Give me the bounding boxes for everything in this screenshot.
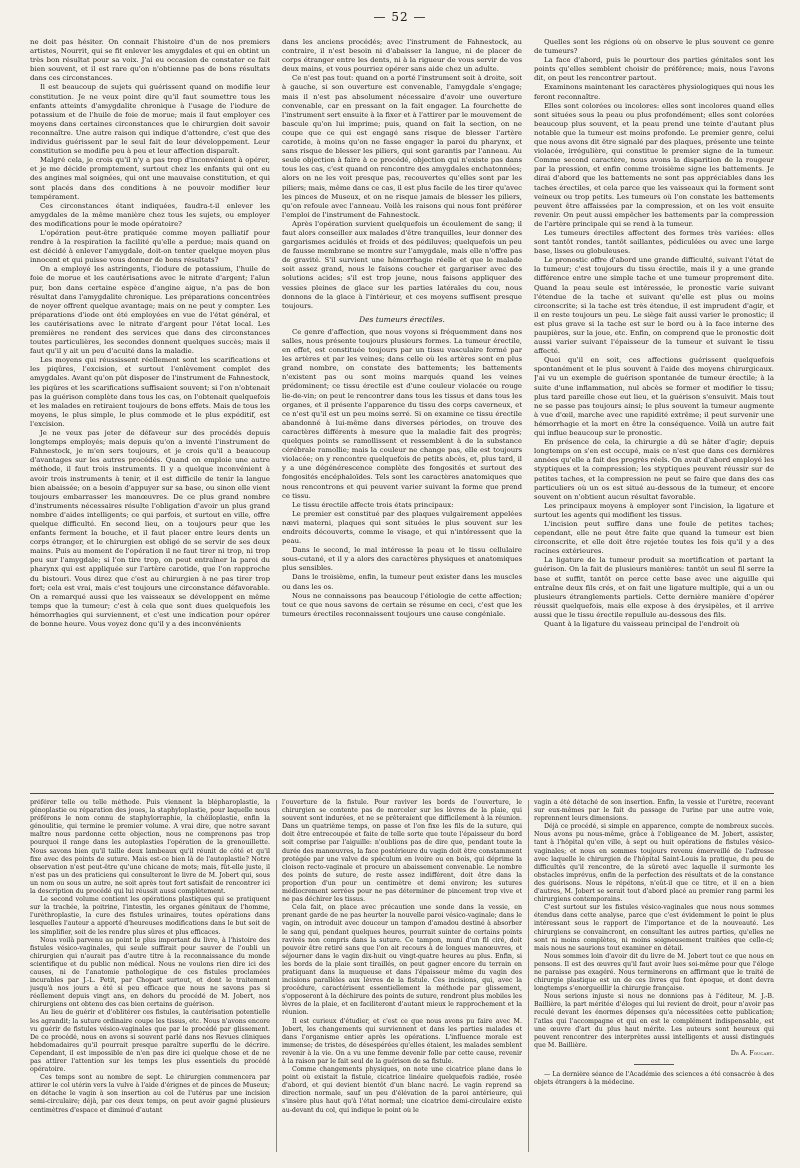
feuilleton-column-3	[534, 799, 774, 1157]
paragraph: Quoi qu'il en soit, ces affections guérissent quelquefois spontanément et le plus souvent à l'aide des moyens chirurgicaux. J'ai vu un exemple de guérison spontanée de tumeur érectile; à la suite d'une inflammation, nul abcès se former et modifier le tissu; plus tard pareille chose eut lieu, et la guérison s'ensuivit. Mais tout ne se passe pas toujours ainsi; le plus souvent la tumeur augmente à vue d'œil, marche avec une rapidité extrême; il peut survenir une hémorrhagie et la mort en être la conséquence. Voilà un autre fait qui influe beaucoup sur le pronostic.	[534, 356, 774, 438]
paragraph: ne doit pas hésiter. On connait l'histoire d'un de nos premiers artistes, Nourrit, qui se fit enlever les amygdales et qui en obtint un très bon résultat pour sa voix. J'ai eu occasion de constater ce fait bien souvent, et il est rare qu'on n'obtienne pas de bons résultats dans ces circonstances.	[30, 38, 270, 83]
paragraph: Il est curieux d'étudier, et c'est ce que nous avons pu faire avec M. Jobert, les changements qui surviennent et dans les parties malades et dans l'organisme entier après les opérations. L'influence morale est immense; de tristes, de désespérées qu'elles étaient, les malades semblent revenir à la vie. On a vu une femme devenir folle par cette cause, revenir à la raison par le fait seul de la guérison de sa fistule.	[282, 1017, 522, 1065]
paragraph: Nous sommes loin d'avoir dit du livre de M. Jobert tout ce que nous en pensons. Il est des œuvres qu'il faut avoir lues soi-même pour que l'éloge ne paraisse pas exagéré. Nous terminerons en affirmant que le traité de chirurgie plastique est un de ces livres qui font époque, et dont devra longtemps s'enorgueillir la chirurgie française.	[534, 952, 774, 993]
paragraph: Quelles sont les régions où on observe le plus souvent ce genre de tumeurs?	[534, 38, 774, 56]
paragraph: Examinons maintenant les caractères physiologiques qui nous les feront reconnaître.	[534, 83, 774, 101]
column-rule	[528, 800, 529, 1152]
paragraph: Nous serions injuste si nous ne donnions pas à l'éditeur, M. J.-B. Baillière, la part méritée d'éloges qui lui revient de droit, pour n'avoir pas reculé devant les énormes dépenses qu'a nécessitées cette publication; l'atlas qui l'accompagne et qui en est le complément indispensable, est une œuvre d'art du plus haut mérite. Les auteurs sont heureux qui peuvent rencontrer des interprètes aussi intelligents et aussi distingués que M. Baillière.	[534, 993, 774, 1049]
paragraph: Le premier est constitué par des plaques vulgairement appelées nævi materni, plaques qui sont situées le plus souvent sur les endroits découverts, comme le visage, et qui n'intéressent que la peau.	[282, 509, 522, 546]
paragraph: Déjà ce procédé, si simple en apparence, compte de nombreux succès. Nous avons pu nous-même, grâce à l'obligeance de M. Jobert, assister, tant à l'hôpital qu'en ville, à sept ou huit opérations de fistules vésico-vaginales; et nous en sommes toujours revenu émerveillé de l'adresse avec laquelle le chirurgien de l'hôpital Saint-Louis la pratique, du peu de difficultés qu'il rencontre, de la sûreté avec laquelle il surmonte les obstacles imprévus, enfin de la perfection des résultats et de la constance des guérisons. Nous le répétons, n'eût-il que ce titre, et il en a bien d'autres, M. Jobert se serait tout d'abord placé au premier rang parmi les chirurgiens contemporains.	[534, 823, 774, 904]
paragraph: Ce genre d'affection, que nous voyons si fréquemment dans nos salles, nous présente toujours plusieurs formes. La tumeur érectile, en effet, est constituée toujours par un tissu vasculaire formé par les artères et par les veines; dans celle où les artères sont en plus grand nombre, on constate des battements; les battements n'existent pas ou sont moins marqués quand les veines prédominent; ce tissu érectile est d'une couleur violacée ou rouge lie-de-vin; on peut le rencontrer dans tous les tissus et dans tous les organes, et il présente l'apparence du tissu des corps caverneux, et ce n'est qu'il est un peu moins serré. Si on examine ce tissu érectile abandonné à lui-même dans diverses périodes, on trouve des caractères différents à mesure que la maladie fait des progrès; quelques points se ramollissent et ressemblent à de la substance cérébrale ramollie; mais la couleur ne change pas, elle est toujours violacée; on y rencontre quelquefois de petits abcès, et, plus tard, il y a une dégénérescence complète des fongosités et surtout des fongosités encéphaloïdes. Tels sont les caractères anatomiques que nous rencontrons et qui peuvent varier suivant la forme que prend ce tissu.	[282, 327, 522, 500]
paragraph: Cela fait, on place avec précaution une sonde dans la vessie, en prenant garde de ne pas heurter la nouvelle paroi vésico-vaginale; dans le vagin, on introduit avec douceur un tampon d'amadou destiné à absorber le sang qui, pendant quelques heures, pourrait suinter de certains points ravivés non compris dans la suture. Ce tampon, muni d'un fil ciré, doit pouvoir être retiré sans que l'on ait recours à de longues manœuvres, et séjourner dans le vagin dix-huit ou vingt-quatre heures au plus. Enfin, si les bords de la plaie sont tiraillés, on peut gagner encore du terrain en pratiquant dans la muqueuse et dans l'épaisseur même du vagin des incisions parallèles aux lèvres de la fistule. Ces incisions, qui, avec la procédure, caractérisent essentiellement la méthode par glissement, s'opposeront à la déchirure des points de suture, rendront plus mobiles les lèvres de la plaie, et en faciliteront d'autant mieux le rapprochement et la réunion.	[282, 904, 522, 1017]
paragraph: préférer telle ou telle méthode. Puis viennent la blépharoplastie, la génoplastie ou réparation des joues, la staphyloplastie, pour laquelle nous préférons le nom connu de staphylorraphie, la chéiloplastie, enfin la génoulitie, qui termine le premier volume. A vrai dire, que notre savant maître nous pardonne cette objection, nous ne comprenons pas trop pourquoi il range dans les autoplasties l'opération de la grenouillette. Nous savons bien qu'il taille deux lambeaux qu'il réunit de côté et qu'il fixe avec des points de suture. Mais est-ce bien là de l'autoplastie? Notre observation n'est peut-être qu'une chicane de mots; mais, fût-elle juste, il n'est pas un des praticiens qui consulteront le livre de M. Jobert qui, sous un nom ou sous un autre, ne soit après tout fort satisfait de rencontrer ici la description du procédé qui lui réussit aussi complètement.	[30, 799, 270, 896]
divider	[634, 1064, 674, 1065]
paragraph: Elles sont colorées ou incolores: elles sont incolores quand elles sont situées sous la peau ou plus profondément; elles sont colorées beaucoup plus souvent, et la peau prend une teinte d'autant plus notable que la tumeur est moins profonde. Le premier genre, celui que nous avons dit être signalé par des plaques, présente une teinte violacée, irrégulière, qui constitue le premier signe de la tumeur. Comme second caractère, nous avons la disparition de la rougeur par la pression, et enfin comme troisième signe les battements. Je dirai d'abord que les battements ne sont pas appréciables dans les taches érectiles, et cela parce que les vaisseaux qui la forment sont veineux ou trop petits. Les tumeurs où l'on constate les battements peuvent être affaissées par la compression, et on les voit ensuite revenir. On peut aussi empêcher les battements par la compression de l'artère principale qui se rend à la tumeur.	[534, 101, 774, 228]
section-title: Des tumeurs érectiles.	[359, 314, 445, 324]
paragraph: C'est surtout sur les fistules vésico-vaginales que nous nous sommes étendus dans cette analyse, parce que c'est évidemment le point le plus intéressant sous le rapport de l'importance et de la nouveauté. Les chirurgiens se convaincront, en consultant les autres parties, qu'elles ne sont ni moins complètes, ni moins soigneusement traitées que celle-ci; mais nous ne saurions tout examiner en détail.	[534, 904, 774, 952]
paragraph: L'opération peut-être pratiquée comme moyen palliatif pour rendre à la respiration la facilité qu'elle a perdue; mais quand on est décidé à enlever l'amygdale, doit-on tenter quelque moyen plus innocent et qui puisse vous donner de bons résultats?	[30, 228, 270, 265]
paragraph: La ligature de la tumeur produit sa mortification et partant la guérison. On la fait de plusieurs manières: tantôt un seul fil serre la base et suffit, tantôt on perce cette base avec une aiguille qui entraîne deux fils crés, et on fait une ligature multiple, qui a un ou plusieurs étranglements partiels. Cette dernière manière d'opérer réussit quelquefois, mais elle expose à des érysipèles, et il arrive aussi que le tissu érectile repullule au-dessous des fils.	[534, 556, 774, 619]
paragraph: Malgré cela, je crois qu'il n'y a pas trop d'inconvénient à opérer, et je me décide promptement, surtout chez les enfants qui ont eu des angines mal soignées, qui ont une mauvaise constitution, et qui sont placés dans des conditions à ne pouvoir modifier leur tempérament.	[30, 156, 270, 201]
paragraph: Quant à la ligature du vaisseau principal de l'endroit où	[544, 620, 740, 628]
paragraph: Les principaux moyens à employer sont l'incision, la ligature et surtout les agents qui modifient les tissus.	[534, 501, 774, 519]
paragraph: On a employé les astringents, l'iodure de potassium, l'huile de foie de morue et les cautérisations avec le nitrate d'argent; l'alun pur, bon dans certaine espèce d'angine aigue, n'a pas de bon résultat dans l'amygdalite chronique. Les préparations concentrées de noyer offrent quelque avantage; mais on ne peut y compter. Les préparations d'iode ont été employées en vue de l'état général, et les cautérisations avec le nitrate d'argent pour l'état local. Les premières ne rendent des services que dans des circonstances toutes particulières, les secondes donnent quelques succès; mais il faut qu'il y ait un peu d'acuité dans la maladie.	[30, 265, 270, 356]
column-rule	[276, 800, 277, 1152]
paragraph: Les tumeurs érectiles affectent des formes très variées: elles sont tantôt rondes, tantôt saillantes, pédiculées ou avec une large base, lisses ou globuleuses.	[534, 228, 774, 256]
paragraph: Comme changements physiques, on note une cicatrice plane dans le point où existait la fistule, cicatrice linéaire quelquefois radiée, rosée d'abord, et qui devient bientôt d'un blanc nacré. Le vagin reprend sa direction normale, sauf un peu d'élévation de la paroi antérieure, qui s'insère plus haut qu'à l'état normal; une cicatrice demi-circulaire existe au-devant du col, qui indique le point où le	[282, 1066, 522, 1114]
column-2	[282, 38, 522, 790]
paragraph: Le pronostic offre d'abord une grande difficulté, suivant l'état de la tumeur; c'est toujours du tissu érectile, mais il y a une grande différence entre une simple tache et une tumeur proprement dite. Quand la peau seule est intéressée, le pronostic varie suivant l'étendue de la tache et suivant qu'elle est plus ou moins circonscrite; si la tache est très étendue, il est imprudent d'agir, et il en reste toujours un peu. Le siège fait aussi varier le pronostic; il est plus grave si la tache est sur le bord ou à la face interne des paupières, sur la joue, etc. Enfin, on comprend que le pronostic doit aussi varier suivant l'épaisseur de la tumeur et suivant le tissu affecté.	[534, 256, 774, 356]
paragraph: La face d'abord, puis le pourtour des parties génitales sont les points qu'elles semblent choisir de préférence; mais, nous l'avons dit, on peut les rencontrer partout.	[534, 56, 774, 83]
paragraph: Dans le second, le mal intéresse la peau et le tissu cellulaire sous-cutané, et il y a alors des caractères physiques et anatomiques plus sensibles.	[282, 546, 522, 573]
paragraph: l'ouverture de la fistule. Pour raviver les bords de l'ouverture, le chirurgien se contente pas de morceler sur les lèvres de la plaie, qui souvent sont indurées, et ne se prêteraient que difficilement à la réunion. Dans un quatrième temps, on passe et l'on fixe les fils de la suture, qui doit être entrecoupée et faite de telle sorte que toute l'épaisseur du bord soit comprise par l'aiguille: n'oublions pas de dire que, pendant toute la durée des manœuvres, la face postérieure du vagin doit être constamment protégée par une valve de spéculum en ivoire ou en bois, qui déprime la cloison recto-vaginale et procure un abaissement convenable. Le nombre des points de suture, de reste assez indifférent, doit être dans la proportion d'un pour un centimètre et demi environ; les sutures médiocrement serrées pour ne pas déterminer de pincement trop vive et ne pas déchirer les tissus.	[282, 799, 522, 904]
column-3	[534, 38, 774, 790]
feuilleton-column-1	[30, 799, 270, 1157]
paragraph: Ces circonstances étant indiquées, faudra-t-il enlever les amygdales de la même manière chez tous les sujets, ou employer des modifications pour le mode opératoire?	[30, 201, 270, 228]
paragraph: En présence de cela, la chirurgie a dû se hâter d'agir; depuis longtemps on s'en est occupé, mais ce n'est que dans ces dernières années qu'elle a fait des progrès réels. On avait d'abord employé les styptiques et la compression; les styptiques peuvent réussir sur de petites taches, et la compression ne peut se faire que dans des cas particuliers où un os est situé au-dessous de la tumeur, et encore souvent on n'obtient aucun résultat favorable.	[534, 438, 774, 501]
author-signature: Dr A. Foucart.	[730, 1049, 774, 1057]
paragraph: L'incision peut suffire dans une foule de petites taches; cependant, elle ne peut être faite que quand la tumeur est bien circonscrite, et elle doit être rejetée toutes les fois qu'il y a des racines extérieures.	[534, 519, 774, 556]
footnote: — La dernière séance de l'Académie des sciences a été consacrée à des objets étrangers à la médecine.	[534, 1071, 774, 1087]
paragraph: Le tissu érectile affecte trois états principaux:	[292, 500, 454, 509]
paragraph: Au lieu de guérir et d'oblitérer ces fistules, la cautérisation potentielle les agrandit; la suture ordinaire coupe les tissus, etc. Nous n'avons encore vu guérir de fistules vésico-vaginales que par le procédé par glissement. De ce procédé, nous en avons si souvent parlé dans nos Revues cliniques hebdomadaires qu'il pourrait presque paraître superflu de le décrire. Cependant, il est impossible de n'en pas dire ici quelque chose et de ne pas attirer l'attention sur les temps les plus essentiels du procédé opératoire.	[30, 1009, 270, 1074]
paragraph: Le second volume contient les opérations plastiques qui se pratiquent sur la trachée, la poitrine, l'intestin, les organes génitaux de l'homme, l'urèthroplastie, la cure des fistules urinaires, toutes opérations dans lesquelles l'auteur a apporté d'heureuses modifications dans le but soit de les simplifier, soit de les rendre plus sûres et plus efficaces.	[30, 896, 270, 936]
paragraph: Je ne veux pas jeter de défaveur sur des procédés depuis longtemps employés; mais depuis qu'on a inventé l'instrument de Fahnestock, je m'en sers toujours, et je crois qu'il a beaucoup d'avantages sur les autres procédés. Quand on emploie une autre méthode, il faut trois instruments. Il y a quelque inconvénient à avoir trois instruments à tenir, et il est difficile de tenir la langue bien abaissée; on a besoin d'appuyer sur sa base, ou sinon elle vient toujours embarrasser les manœuvres. De ce plus grand nombre d'instruments nécessaires résulte l'obligation d'avoir un plus grand nombre d'aides intelligents; ce qui parfois, et surtout en ville, offre quelque difficulté. En second lieu, on a toujours peur que les enfants ferment la bouche, et il faut placer entre leurs dents un corps étranger, et le chirurgien est obligé de se servir de ses deux mains. Puis au moment de l'opération il ne faut tirer ni trop, ni trop peu sur l'amygdale; si l'on tire trop, on peut entraîner la paroi du pharynx qui est appliquée sur l'artère carotide, que l'on rapproche du bistouri. Vous direz que c'est au chirurgien à ne pas tirer trop fort; cela est vrai, mais c'est toujours une circonstance défavorable. On a remarqué aussi que les vaisseaux se développent en même temps que la tumeur; c'est à cela que sont dues quelquefois les hémorrhagies qui surviennent, et c'est une indication pour opérer de bonne heure. Vous voyez donc qu'il y a des inconvénients	[30, 429, 270, 628]
paragraph: Ce n'est pas tout: quand on a porté l'instrument soit à droite, soit à gauche, si son ouverture est convenable, l'amygdale s'engage; mais il n'est pas absolument nécessaire d'avoir une ouverture convenable, car en pressant on la fait engager. La fourchette de l'instrument sert ensuite à la fixer et à l'attirer par le mouvement de bascule qu'on lui imprime; puis, quand on fait la section, on ne coupe que ce qui est engagé sans risque de blesser l'artère carotide, à moins qu'on ne fasse engager la paroi du pharynx, et sans risque de blesser les piliers, qui sont garantis par l'anneau. Au seule objection à faire à ce procédé, objection qui n'existe pas dans tous les cas, c'est quand on rencontre des amygdales enchatonnées; alors on ne les voit presque pas, recouvertes qu'elles sont par les piliers; mais, même dans ce cas, il est plus facile de les tirer qu'avec les pinces de Museux, et on ne risque jamais de blesser les piliers, qu'on refoule avec l'anneau. Voilà les raisons qui nous font préférer l'emploi de l'instrument de Fahnestock.	[282, 74, 522, 219]
page-number: — 52 —	[373, 10, 427, 24]
paragraph: Nous ne connaissons pas beaucoup l'étiologie de cette affection; tout ce que nous savons de certain se résume en ceci, c'est que les tumeurs érectiles reconnaissent toujours une cause congéniale.	[282, 591, 522, 618]
paragraph: Nous voilà parvenu au point le plus important du livre, à l'histoire des fistules vésico-vaginales, qui seule suffirait pour sauver de l'oubli un chirurgien qui n'aurait pas d'autre titre à la reconnaissance du monde scientifique et du public non médical. Nous ne voulons rien dire ici des causes, ni de l'anatomie pathologique de ces fistules proclamées incurables par J.-L. Petit, par Chopart surtout, et dont le traitement jusqu'à nos jours a été si peu efficace que nous ne savons pas si réellement depuis vingt ans, en dehors du procédé de M. Jobert, nos chirurgiens ont obtenu des cas bien certains de guérison.	[30, 936, 270, 1009]
section-divider	[30, 793, 774, 794]
paragraph: Les moyens qui réussissent réellement sont les scarifications et les piqûres, l'excision, et surtout l'enlèvement complet des amygdales. Avant qu'on pût disposer de l'instrument de Fahnestock, les piqûres et les scarifications suffisaient souvent; si l'on n'obtenait pas la guérison complète dans tous les cas, on l'obtenait quelquefois et les malades en retiraient toujours de bons effets. Mais de tous les moyens, le plus simple, le plus commode et le plus expéditif, est l'excision.	[30, 356, 270, 428]
paragraph: Dans le troisième, enfin, la tumeur peut exister dans les muscles ou dans les os.	[282, 573, 522, 591]
paragraph: Ces temps sont au nombre de sept. Le chirurgien commencera par attirer le col utérin vers la vulve à l'aide d'érignes et de pinces de Museux; en détache le vagin à son insertion au col de l'utérus par une incision semi-circulaire; déjà, par ces deux temps, on peut avoir gagné plusieurs centimètres d'espace et diminué d'autant	[30, 1074, 270, 1114]
paragraph: vagin a été détaché de son insertion. Enfin, la vessie et l'urètre, recevant sur eux-mêmes par le fait du passage de l'urine par une autre voie, reprennent leurs dimensions.	[534, 799, 774, 823]
paragraph: Il est beaucoup de sujets qui guérissent quand on modifie leur constitution. Je ne veux point dire qu'il faut soumettre tous les enfants atteints d'amygdalite chronique à l'usage de l'iodure de potassium et de l'huile de foie de morue; mais il faut employer ces moyens dans certaines circonstances que le chirurgien doit savoir reconnaître. Une autre raison qui indique d'attendre, c'est que des individus guérissent par le seul fait de leur développement. Leur constitution se modifie peu à peu et leur affection disparaît.	[30, 83, 270, 156]
paragraph: Après l'opération survient quelquefois un écoulement de sang; il faut alors conseiller aux malades d'être tranquilles, leur donner des gargarismes acidulés et froids et des pédiluves; quelquefois un peu de fausse membrane se montre sur l'amygdale, mais elle n'offre pas de gravité. S'il survient une hémorrhagie réelle et que le malade soit assez grand, nous le faisons coucher et gargariser avec des solutions acides; s'il est trop jeune, nous faisons appliquer des vessies pleines de glace sur les parties latérales du cou, nous donnons de la glace à l'intérieur, et ces moyens suffisent presque toujours.	[282, 219, 522, 310]
column-1	[30, 38, 270, 790]
paragraph: dans les anciens procédés; avec l'instrument de Fahnestock, au contraire, il n'est besoin ni d'abaisser la langue, ni de placer de corps étranger entre les dents, ni à la rigueur de vous servir de vos deux mains, et vous pourriez opérer sans aide chez un adulte.	[282, 38, 522, 74]
feuilleton-column-2	[282, 799, 522, 1157]
